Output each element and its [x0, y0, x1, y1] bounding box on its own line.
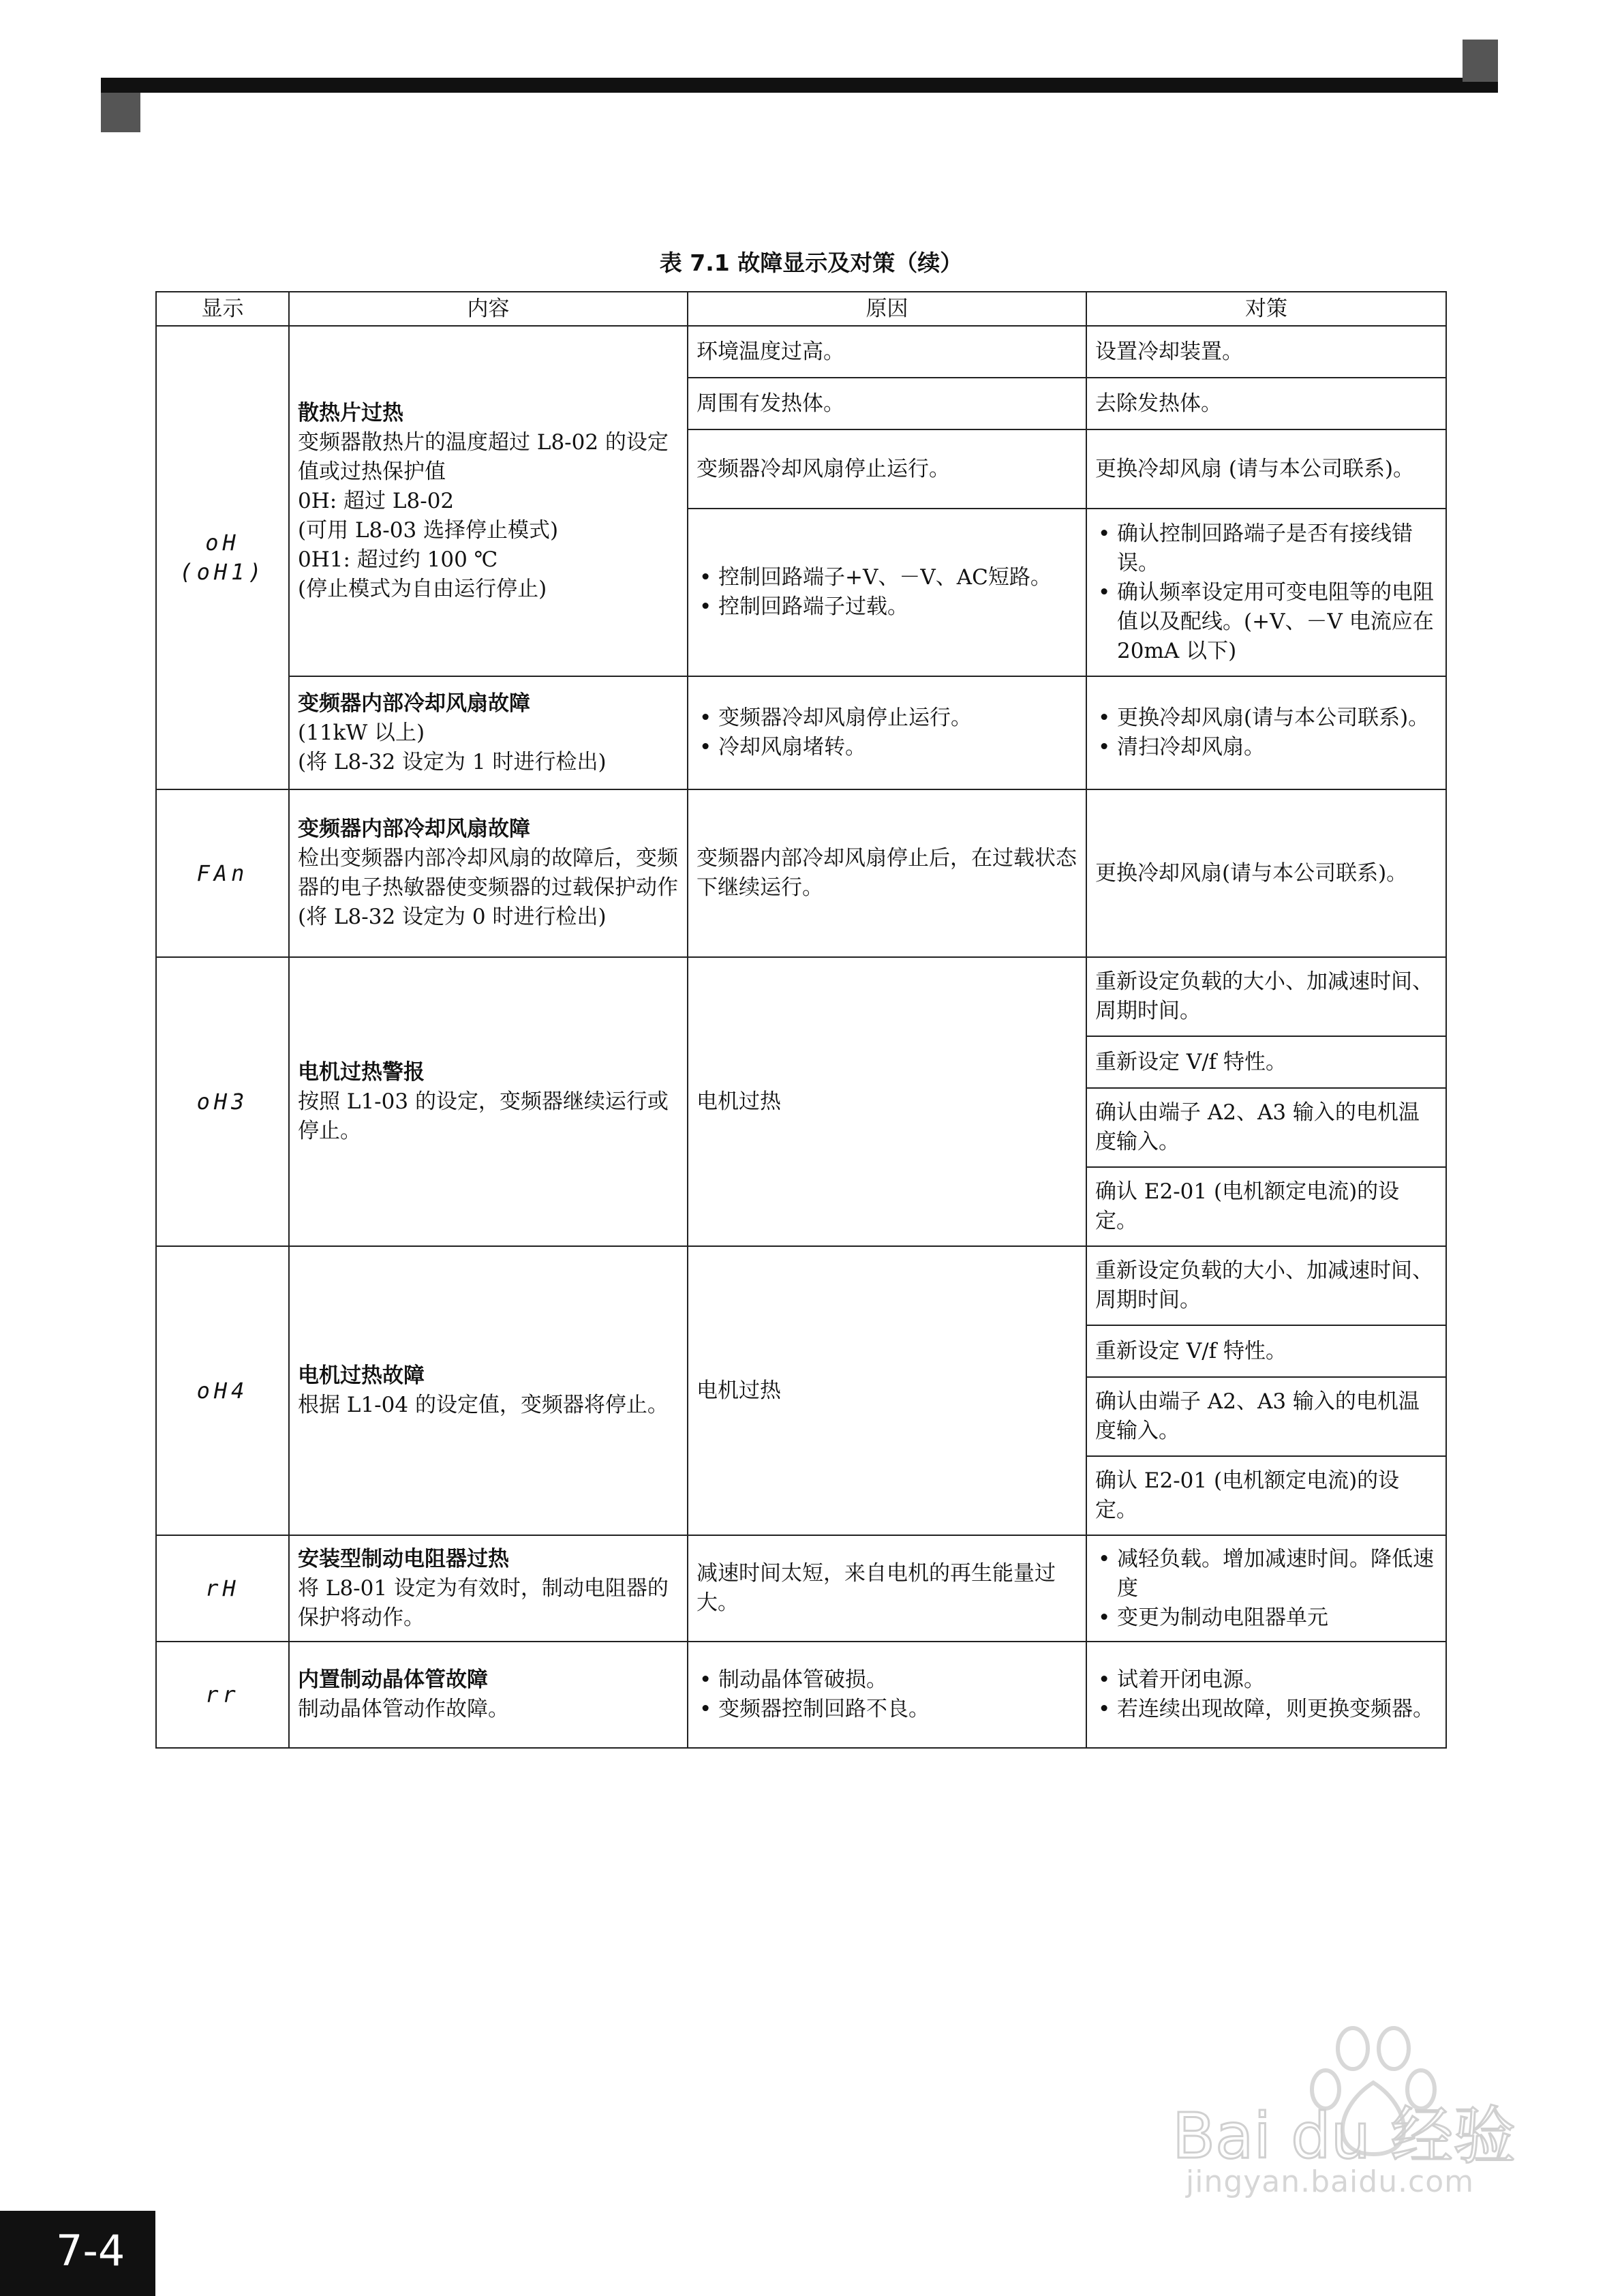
content-line: 0H: 超过 L8-02 [298, 488, 455, 513]
table-row [156, 1246, 1446, 1325]
list-item: • 确认频率设定用可变电阻等的电阻值以及配线。(+V、－V 电流应在 20mA 以下) [1095, 578, 1437, 666]
action-cell: 确认由端子 A2、A3 输入的电机温度输入。 [1086, 1088, 1446, 1167]
cause-cell [688, 676, 1086, 789]
table-row [156, 326, 1446, 378]
watermark-url: jingyan.baidu.com [1186, 2164, 1475, 2199]
header-cause: 原因 [688, 292, 1086, 326]
header-content: 内容 [289, 292, 688, 326]
content-line: (停止模式为自由运行停止) [298, 576, 547, 601]
content-line: 按照 L1-03 的设定，变频器继续运行或停止。 [298, 1089, 669, 1143]
action-cell [1086, 509, 1446, 676]
watermark-brand: Bai du 经验 [1172, 2100, 1516, 2173]
cause-cell: 减速时间太短，来自电机的再生能量过大。 [688, 1535, 1086, 1642]
action-cell: 确认由端子 A2、A3 输入的电机温度输入。 [1086, 1377, 1446, 1456]
content-line: (将 L8-32 设定为 1 时进行检出) [298, 749, 607, 774]
content-cell [289, 326, 688, 676]
list-item: • 变频器控制回路不良。 [697, 1695, 1077, 1724]
action-cell: 重新设定负载的大小、加减速时间、周期时间。 [1086, 957, 1446, 1036]
display-code: rr [156, 1642, 289, 1748]
cause-cell: 环境温度过高。 [688, 326, 1086, 378]
fault-table [155, 291, 1447, 1749]
content-title: 电机过热故障 [298, 1363, 425, 1388]
header-rule [101, 78, 1498, 93]
table-caption: 表 7.1 故障显示及对策（续） [659, 250, 963, 276]
list-item: • 控制回路端子过载。 [697, 592, 1077, 622]
table-row [156, 676, 1446, 789]
content-title: 内置制动晶体管故障 [298, 1667, 488, 1692]
content-line: 变频器散热片的温度超过 L8-02 的设定值或过热保护值 [298, 429, 669, 484]
content-cell [289, 957, 688, 1246]
display-code: oH (oH1) [156, 326, 289, 789]
cause-cell: 周围有发热体。 [688, 378, 1086, 429]
cause-cell: 电机过热 [688, 1246, 1086, 1535]
content-line: 根据 L1-04 的设定值，变频器将停止。 [298, 1393, 669, 1417]
list-item: • 控制回路端子+V、－V、AC短路。 [697, 563, 1077, 592]
cause-cell [688, 509, 1086, 676]
content-title: 变频器内部冷却风扇故障 [298, 817, 530, 841]
list-item: • 若连续出现故障，则更换变频器。 [1095, 1695, 1437, 1724]
content-line: 检出变频器内部冷却风扇的故障后，变频器的电子热敏器使变频器的过载保护动作 [298, 846, 678, 900]
cause-cell: 电机过热 [688, 957, 1086, 1246]
header-marker-right [1463, 40, 1498, 82]
cause-cell: 变频器冷却风扇停止运行。 [688, 429, 1086, 509]
content-title: 电机过热警报 [298, 1059, 425, 1085]
content-line: 将 L8-01 设定为有效时，制动电阻器的保护将动作。 [298, 1575, 669, 1630]
action-cell: 确认 E2-01 (电机额定电流)的设定。 [1086, 1456, 1446, 1535]
display-code: FAn [156, 789, 289, 957]
content-cell [289, 1535, 688, 1642]
content-cell [289, 789, 688, 957]
action-cell [1086, 1642, 1446, 1748]
action-cell: 更换冷却风扇(请与本公司联系)。 [1086, 789, 1446, 957]
content-line: 制动晶体管动作故障。 [298, 1697, 509, 1721]
list-item: • 制动晶体管破损。 [697, 1665, 1077, 1695]
content-line: 0H1: 超过约 100 ℃ [298, 547, 498, 572]
action-cell: 设置冷却装置。 [1086, 326, 1446, 378]
list-item: • 试着开闭电源。 [1095, 1665, 1437, 1695]
header-action: 对策 [1086, 292, 1446, 326]
action-cell: 去除发热体。 [1086, 378, 1446, 429]
table-header-row [156, 292, 1446, 326]
cause-cell [688, 1642, 1086, 1748]
list-item: • 更换冷却风扇(请与本公司联系)。 [1095, 704, 1437, 733]
table-row [156, 957, 1446, 1036]
action-cell [1086, 676, 1446, 789]
action-cell: 重新设定 V/f 特性。 [1086, 1325, 1446, 1377]
content-cell [289, 1642, 688, 1748]
list-item: • 确认控制回路端子是否有接线错误。 [1095, 519, 1437, 578]
list-item: • 变频器冷却风扇停止运行。 [697, 704, 1077, 733]
content-line: (11kW 以上) [298, 720, 425, 745]
content-line: (可用 L8-03 选择停止模式) [298, 517, 559, 543]
content-cell [289, 676, 688, 789]
display-code: rH [156, 1535, 289, 1642]
header-display: 显示 [156, 292, 289, 326]
content-cell [289, 1246, 688, 1535]
page-number-block [0, 2211, 155, 2296]
list-item: • 变更为制动电阻器单元 [1095, 1603, 1437, 1633]
content-line: (将 L8-32 设定为 0 时进行检出) [298, 905, 607, 929]
cause-cell: 变频器内部冷却风扇停止后，在过载状态下继续运行。 [688, 789, 1086, 957]
list-item: • 冷却风扇堵转。 [697, 733, 1077, 762]
display-code: oH4 [156, 1246, 289, 1535]
content-title: 变频器内部冷却风扇故障 [298, 691, 530, 716]
header-marker-left [101, 93, 140, 132]
action-cell: 重新设定负载的大小、加减速时间、周期时间。 [1086, 1246, 1446, 1325]
baidu-watermark-logo [1159, 2018, 1567, 2175]
content-title: 安装型制动电阻器过热 [298, 1546, 509, 1571]
action-cell: 确认 E2-01 (电机额定电流)的设定。 [1086, 1167, 1446, 1246]
display-code: oH3 [156, 957, 289, 1246]
table-row [156, 789, 1446, 957]
action-cell: 重新设定 V/f 特性。 [1086, 1036, 1446, 1088]
action-cell: 更换冷却风扇 (请与本公司联系)。 [1086, 429, 1446, 509]
list-item: • 清扫冷却风扇。 [1095, 733, 1437, 762]
list-item: • 减轻负载。增加减速时间。降低速度 [1095, 1545, 1437, 1603]
table-row [156, 1535, 1446, 1642]
content-title: 散热片过热 [298, 400, 403, 425]
page-number: 7-4 [56, 2226, 125, 2276]
action-cell [1086, 1535, 1446, 1642]
table-row [156, 1642, 1446, 1748]
